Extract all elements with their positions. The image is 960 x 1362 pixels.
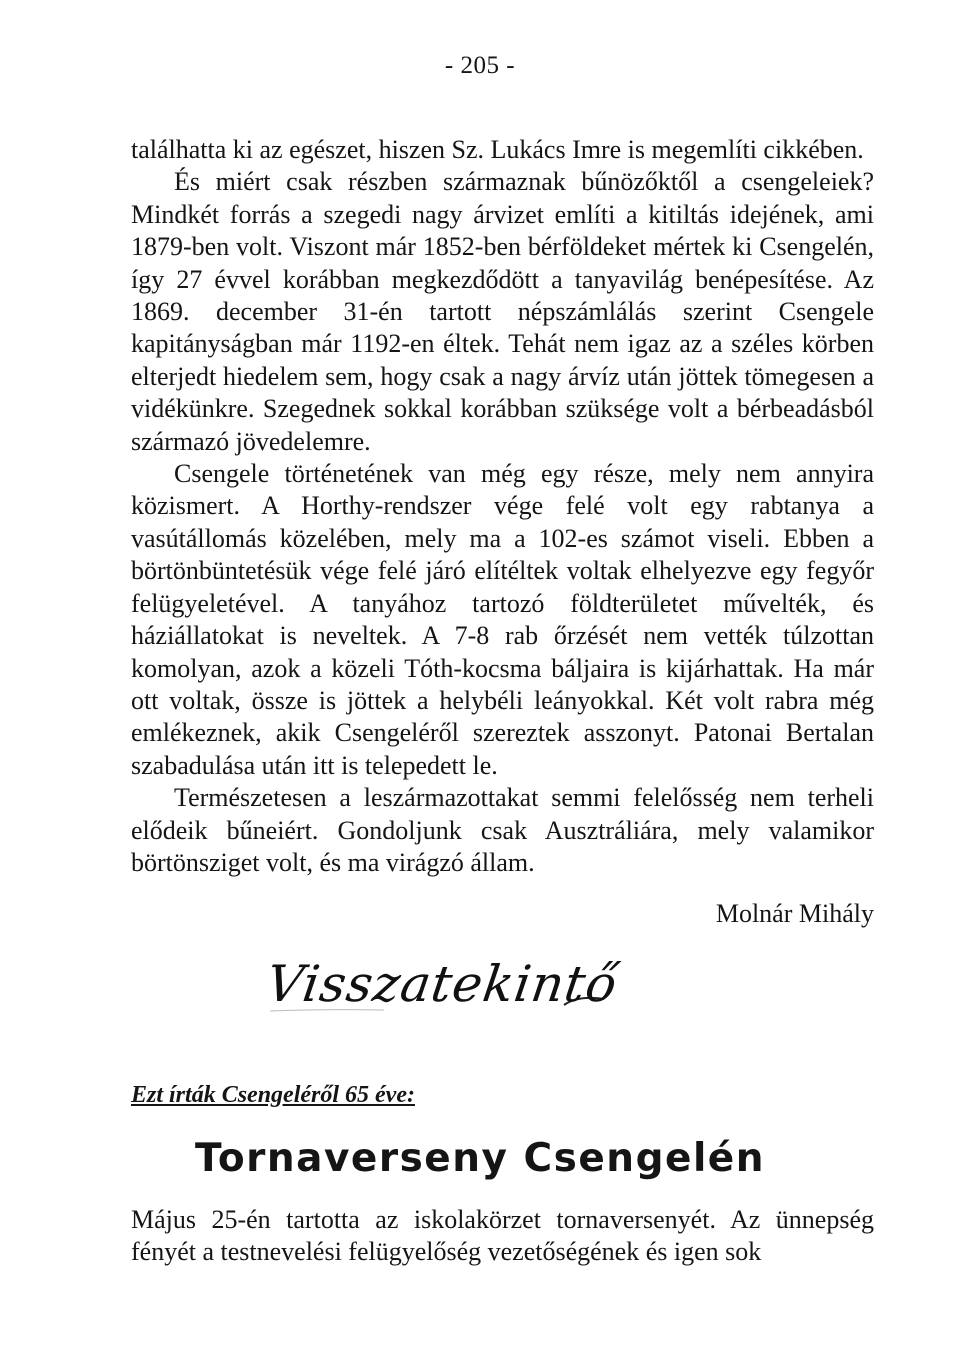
- retro-body: [131, 1204, 874, 1269]
- article-paragraph-4: Természetesen a leszármazottakat semmi felelősség nem terheli elődeik bűneiért. Gondoljunk csak Ausztráliára, mely valamikor börtönsziget volt, és ma virágzó állam.: [131, 783, 874, 877]
- banner-title: Visszatekintő: [262, 955, 622, 1013]
- author-signature: Molnár Mihály: [715, 899, 874, 928]
- article-paragraph-1: találhatta ki az egészet, hiszen Sz. Lukács Imre is megemlíti cikkében.: [131, 135, 864, 164]
- article-paragraph-2: És miért csak részben származnak bűnözőktől a csengeleiek? Mindkét forrás a szegedi nagy árvizet említi a kitiltás idejének, ami 1879-ben volt. Viszont már 1852-ben bérföldeket mértek ki Csengelén, így 27 évvel korábban megkezdődött a tanyavilág benépesítése. Az 1869. december 31-én tartott népszámlálás szerint Csengele kapitányságban már 1192-en éltek. Tehát nem igaz az a széles körben elterjedt hiedelem sem, hogy csak a nagy árvíz után jöttek tömegesen a vidékünkre. Szegednek sokkal korábban szüksége volt a bérbeadásból származó jövedelemre.: [131, 167, 874, 456]
- article-paragraph-3: Csengele történetének van még egy része, mely nem annyira közismert. A Horthy-rendszer vége felé volt egy rabtanya a vasútállomás közelében, mely ma a 102-es számot viseli. Ebben a börtönbüntetésük vége felé járó elítéltek voltak elhelyezve egy fegyőr felügyeletével. A tanyához tartozó földterületet művelték, és háziállatokat is neveltek. A 7-8 rab őrzését nem vették túlzottan komolyan, azok a közeli Tóth-kocsma báljaira is kijárhattak. Ha már ott voltak, össze is jöttek a helybéli leányokkal. Két volt rabra még emlékeznek, akik Csengeléről szereztek asszonyt. Patonai Bertalan szabadulása után itt is telepedett le.: [131, 459, 874, 780]
- retro-subheading: Ezt írták Csengeléről 65 éve:: [131, 1082, 415, 1108]
- visszatekinto-banner: [264, 953, 620, 1015]
- retro-headline: Tornaverseny Csengelén: [194, 1136, 766, 1181]
- article-body: [131, 134, 874, 879]
- page-number: - 205 -: [444, 52, 516, 79]
- retro-paragraph: Május 25-én tartotta az iskolakörzet tornaversenyét. Az ünnepség fényét a testnevelési felügyelőség vezetőségének és igen sok: [131, 1205, 874, 1267]
